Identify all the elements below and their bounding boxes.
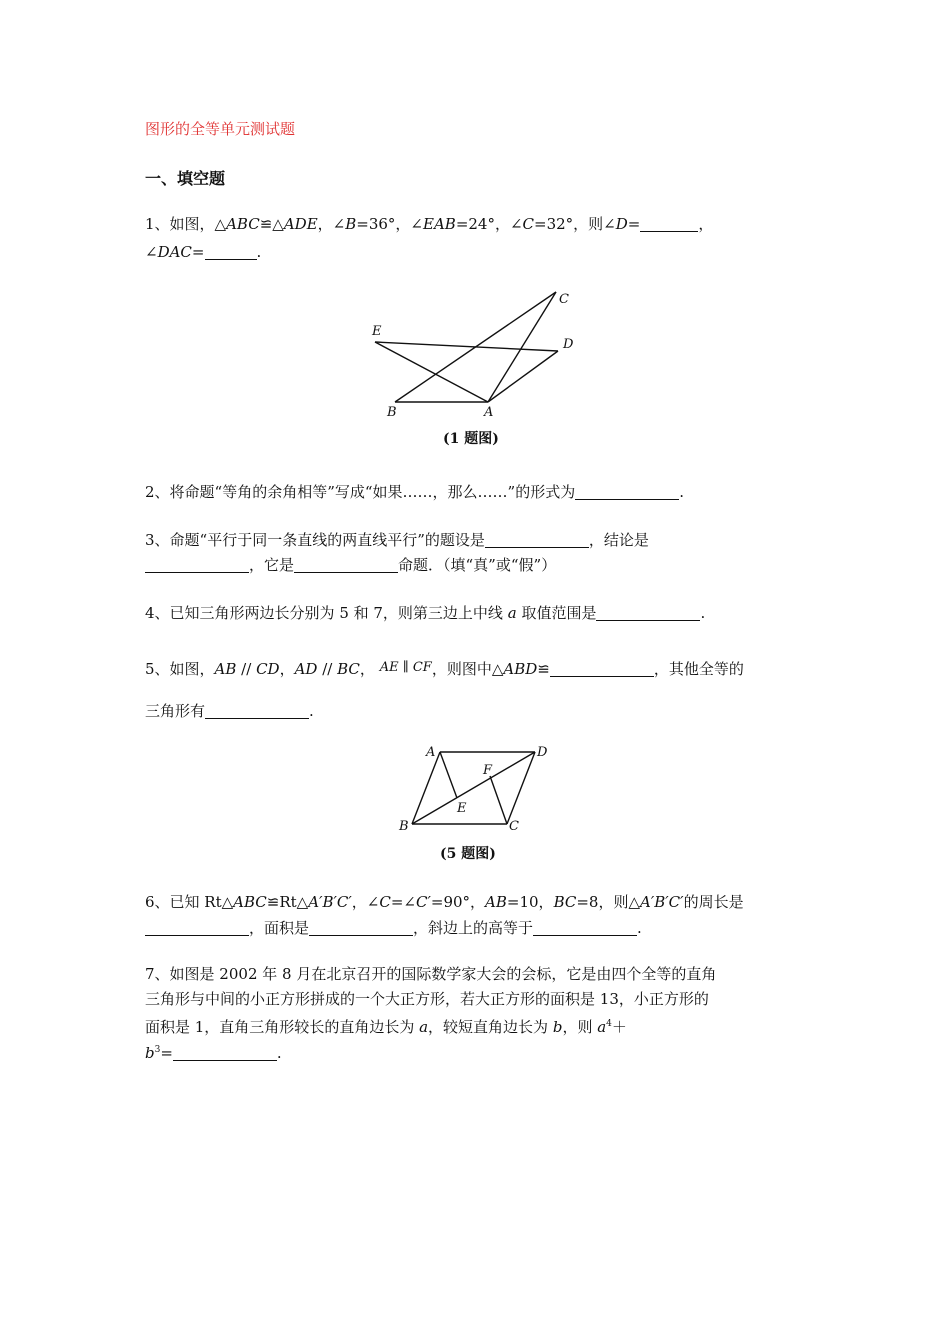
question-3-line-2: ，它是 命题．（填“真”或“假”） xyxy=(145,555,556,575)
answer-blank[interactable] xyxy=(309,919,413,936)
figure-5-diagram xyxy=(395,740,555,835)
answer-blank[interactable] xyxy=(205,702,309,719)
segment-AE xyxy=(440,752,457,798)
label-F: F xyxy=(483,763,493,778)
page-title: 图形的全等单元测试题 xyxy=(145,120,296,138)
figure-1-caption: (1 题图) xyxy=(443,431,499,447)
label-A: A xyxy=(426,745,436,760)
edge-DC xyxy=(507,752,535,824)
label-E: E xyxy=(457,801,467,816)
diagonal-BD xyxy=(412,752,535,824)
label-D: D xyxy=(537,745,548,760)
question-1-line-2: ∠DAC= . xyxy=(145,243,262,261)
answer-blank[interactable] xyxy=(640,215,698,232)
edge-CA xyxy=(488,292,556,402)
label-B: B xyxy=(387,405,397,420)
question-1-line-1: 1、如图，△ABC≌△ADE，∠B=36°，∠EAB=24°，∠C=32°，则∠D= ， xyxy=(145,215,714,233)
question-5-line-2: 三角形有 . xyxy=(145,702,314,720)
answer-blank[interactable] xyxy=(596,604,700,621)
edge-AB xyxy=(412,752,440,824)
answer-blank[interactable] xyxy=(575,483,679,500)
answer-blank[interactable] xyxy=(145,556,249,573)
label-C: C xyxy=(509,819,519,834)
figure-5-caption: (5 题图) xyxy=(440,846,496,862)
answer-blank[interactable] xyxy=(145,919,249,936)
question-7-line-3: 面积是 1，直角三角形较长的直角边长为 a，较短直角边长为 b，则 $a^4+$ xyxy=(145,1018,627,1036)
question-6-line-2: ，面积是 ，斜边上的高等于 . xyxy=(145,918,642,938)
question-4: 4、已知三角形两边长分别为 5 和 7，则第三边上中线 a 取值范围是 . xyxy=(145,604,706,622)
edge-AD xyxy=(488,351,558,402)
label-E: E xyxy=(372,324,382,339)
label-C: C xyxy=(559,292,569,307)
figure-1-diagram xyxy=(360,285,590,420)
question-7-line-1: 7、如图是 2002 年 8 月在北京召开的国际数学家大会的会标，它是由四个全等的直角 xyxy=(145,965,717,983)
answer-blank[interactable] xyxy=(533,919,637,936)
edge-ED xyxy=(375,342,558,351)
question-2: 2、将命题“等角的余角相等”写成“如果……，那么……”的形式为 . xyxy=(145,483,685,501)
question-7-line-4: $b^3=$ . xyxy=(145,1044,282,1062)
ae-parallel-equal-cf: AE ∥ CF xyxy=(379,660,432,675)
answer-blank[interactable] xyxy=(294,556,398,573)
question-6-line-1: 6、已知 Rt△ABC≌Rt△A′B′C′，∠C=∠C′=90°，AB=10，BC=8，则△A′B′C′的周长是 xyxy=(145,893,744,911)
edge-EA xyxy=(375,342,488,402)
edge-BC xyxy=(395,292,556,402)
answer-blank[interactable] xyxy=(173,1044,277,1061)
question-5-line-1: 5、如图，AB // CD，AD // BC， AE ∥ CF，则图中△ABD≌ ，其他全等的 xyxy=(145,660,744,678)
question-7-line-2: 三角形与中间的小正方形拼成的一个大正方形，若大正方形的面积是 13，小正方形的 xyxy=(145,990,709,1008)
section-heading: 一、填空题 xyxy=(145,169,226,188)
question-3-line-1: 3、命题“平行于同一条直线的两直线平行”的题设是 ，结论是 xyxy=(145,531,649,549)
answer-blank[interactable] xyxy=(550,660,654,677)
answer-blank[interactable] xyxy=(485,531,589,548)
segment-FC xyxy=(490,776,507,824)
answer-blank[interactable] xyxy=(205,243,257,260)
label-D: D xyxy=(563,337,574,352)
label-A: A xyxy=(484,405,494,420)
label-B: B xyxy=(399,819,409,834)
